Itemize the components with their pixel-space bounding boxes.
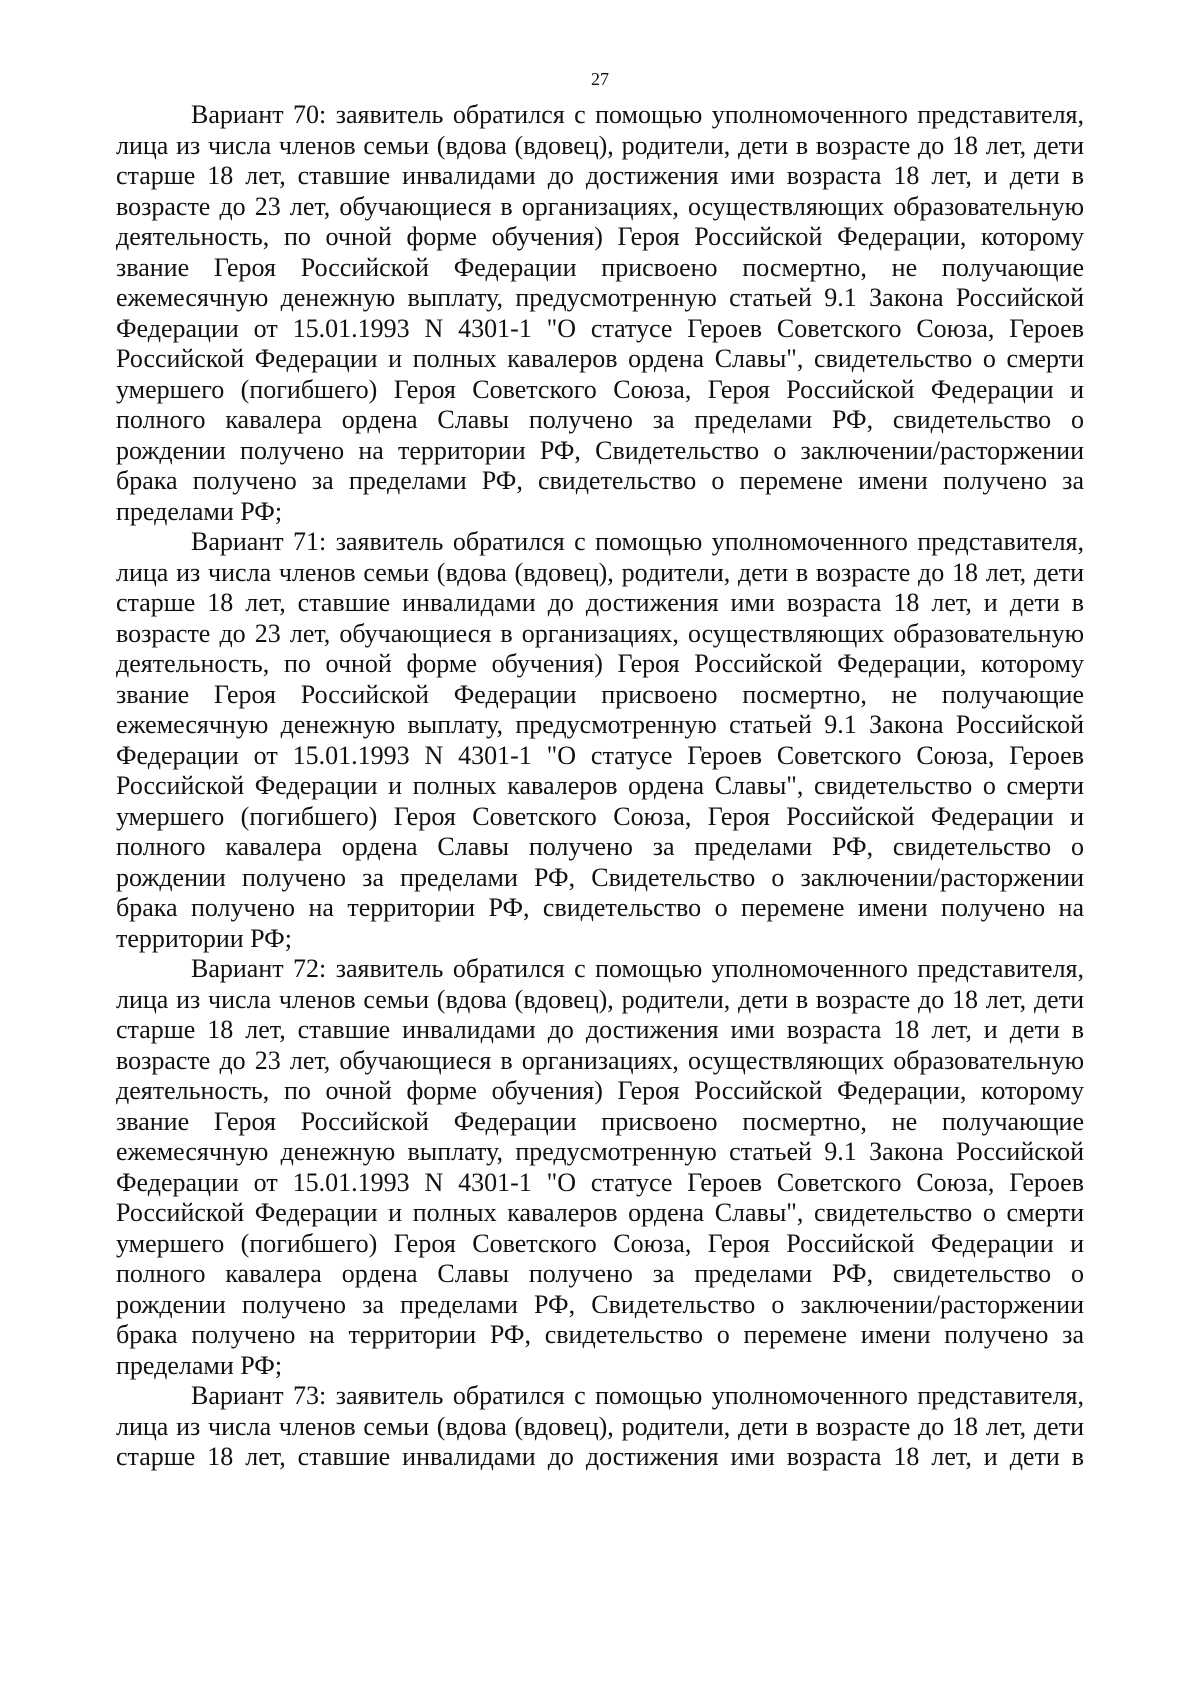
text-line: рождении получено за пределами РФ, Свидетельство о заключении/расторжении xyxy=(116,1289,1084,1319)
text-line: лица из числа членов семьи (вдова (вдовец), родители, дети в возрасте до 18 лет, дети xyxy=(116,130,1084,160)
text-line: территории РФ; xyxy=(116,923,292,953)
text-line: возрасте до 23 лет, обучающиеся в организациях, осуществляющих образовательную xyxy=(116,618,1084,648)
text-line: полного кавалера ордена Славы получено за пределами РФ, свидетельство о xyxy=(116,405,1084,434)
text-line: умершего (погибшего) Героя Советского Союза, Героя Российской Федерации и xyxy=(116,374,1084,404)
text-line: Российской Федерации и полных кавалеров ордена Славы", свидетельство о смерти xyxy=(116,771,1084,800)
text-line: умершего (погибшего) Героя Советского Союза, Героя Российской Федерации и xyxy=(116,801,1084,831)
text-line: рождении получено на территории РФ, Свидетельство о заключении/расторжении xyxy=(116,435,1084,465)
text-line: Российской Федерации и полных кавалеров ордена Славы", свидетельство о смерти xyxy=(116,344,1084,373)
text-line: ежемесячную денежную выплату, предусмотренную статьей 9.1 Закона Российской xyxy=(116,710,1084,739)
text-line: Вариант 72: заявитель обратился с помощью уполномоченного представителя, xyxy=(191,954,1084,983)
text-line: Российской Федерации и полных кавалеров ордена Славы", свидетельство о смерти xyxy=(116,1198,1084,1227)
page-number: 27 xyxy=(591,69,609,89)
text-line: брака получено на территории РФ, свидетельство о перемене имени получено на xyxy=(116,893,1084,922)
text-line: лица из числа членов семьи (вдова (вдовец), родители, дети в возрасте до 18 лет, дети xyxy=(116,557,1084,587)
text-line: Федерации от 15.01.1993 N 4301-1 "О статусе Героев Советского Союза, Героев xyxy=(116,313,1084,343)
text-line: полного кавалера ордена Славы получено за пределами РФ, свидетельство о xyxy=(116,832,1084,861)
text-line: ежемесячную денежную выплату, предусмотренную статьей 9.1 Закона Российской xyxy=(116,283,1084,312)
text-line: Федерации от 15.01.1993 N 4301-1 "О статусе Героев Советского Союза, Героев xyxy=(116,740,1084,770)
text-line: старше 18 лет, ставшие инвалидами до достижения ими возраста 18 лет, и дети в xyxy=(116,1015,1084,1044)
text-line: деятельность, по очной форме обучения) Героя Российской Федерации, которому xyxy=(116,222,1084,251)
text-line: умершего (погибшего) Героя Советского Союза, Героя Российской Федерации и xyxy=(116,1228,1084,1258)
text-line: полного кавалера ордена Славы получено за пределами РФ, свидетельство о xyxy=(116,1259,1084,1288)
text-line: старше 18 лет, ставшие инвалидами до достижения ими возраста 18 лет, и дети в xyxy=(116,588,1084,617)
text-line: лица из числа членов семьи (вдова (вдовец), родители, дети в возрасте до 18 лет, дети xyxy=(116,1411,1084,1441)
text-line: старше 18 лет, ставшие инвалидами до достижения ими возраста 18 лет, и дети в xyxy=(116,161,1084,190)
text-line: Вариант 71: заявитель обратился с помощью уполномоченного представителя, xyxy=(191,527,1084,556)
text-line: рождении получено за пределами РФ, Свидетельство о заключении/расторжении xyxy=(116,862,1084,892)
text-line: брака получено на территории РФ, свидетельство о перемене имени получено за xyxy=(116,1320,1084,1349)
text-line: звание Героя Российской Федерации присвоено посмертно, не получающие xyxy=(116,252,1084,282)
text-line: возрасте до 23 лет, обучающиеся в организациях, осуществляющих образовательную xyxy=(116,191,1084,221)
paragraph-variant-72 xyxy=(116,954,1084,1381)
text-line: старше 18 лет, ставшие инвалидами до достижения ими возраста 18 лет, и дети в xyxy=(116,1442,1084,1471)
text-line: Федерации от 15.01.1993 N 4301-1 "О статусе Героев Советского Союза, Героев xyxy=(116,1167,1084,1197)
text-line: деятельность, по очной форме обучения) Героя Российской Федерации, которому xyxy=(116,649,1084,678)
text-line: лица из числа членов семьи (вдова (вдовец), родители, дети в возрасте до 18 лет, дети xyxy=(116,984,1084,1014)
document-body xyxy=(116,100,1084,1473)
text-line: Вариант 73: заявитель обратился с помощью уполномоченного представителя, xyxy=(191,1381,1084,1410)
text-line: деятельность, по очной форме обучения) Героя Российской Федерации, которому xyxy=(116,1076,1084,1105)
paragraph-variant-70 xyxy=(116,100,1084,527)
text-line: Вариант 70: заявитель обратился с помощью уполномоченного представителя, xyxy=(191,100,1084,129)
text-line: пределами РФ; xyxy=(116,1350,283,1380)
paragraph-variant-71 xyxy=(116,527,1084,954)
text-line: пределами РФ; xyxy=(116,496,283,526)
text-line: ежемесячную денежную выплату, предусмотренную статьей 9.1 Закона Российской xyxy=(116,1137,1084,1166)
text-line: брака получено за пределами РФ, свидетельство о перемене имени получено за xyxy=(116,466,1084,495)
text-line: звание Героя Российской Федерации присвоено посмертно, не получающие xyxy=(116,1106,1084,1136)
text-line: звание Героя Российской Федерации присвоено посмертно, не получающие xyxy=(116,679,1084,709)
text-line: возрасте до 23 лет, обучающиеся в организациях, осуществляющих образовательную xyxy=(116,1045,1084,1075)
paragraph-variant-73 xyxy=(116,1381,1084,1473)
